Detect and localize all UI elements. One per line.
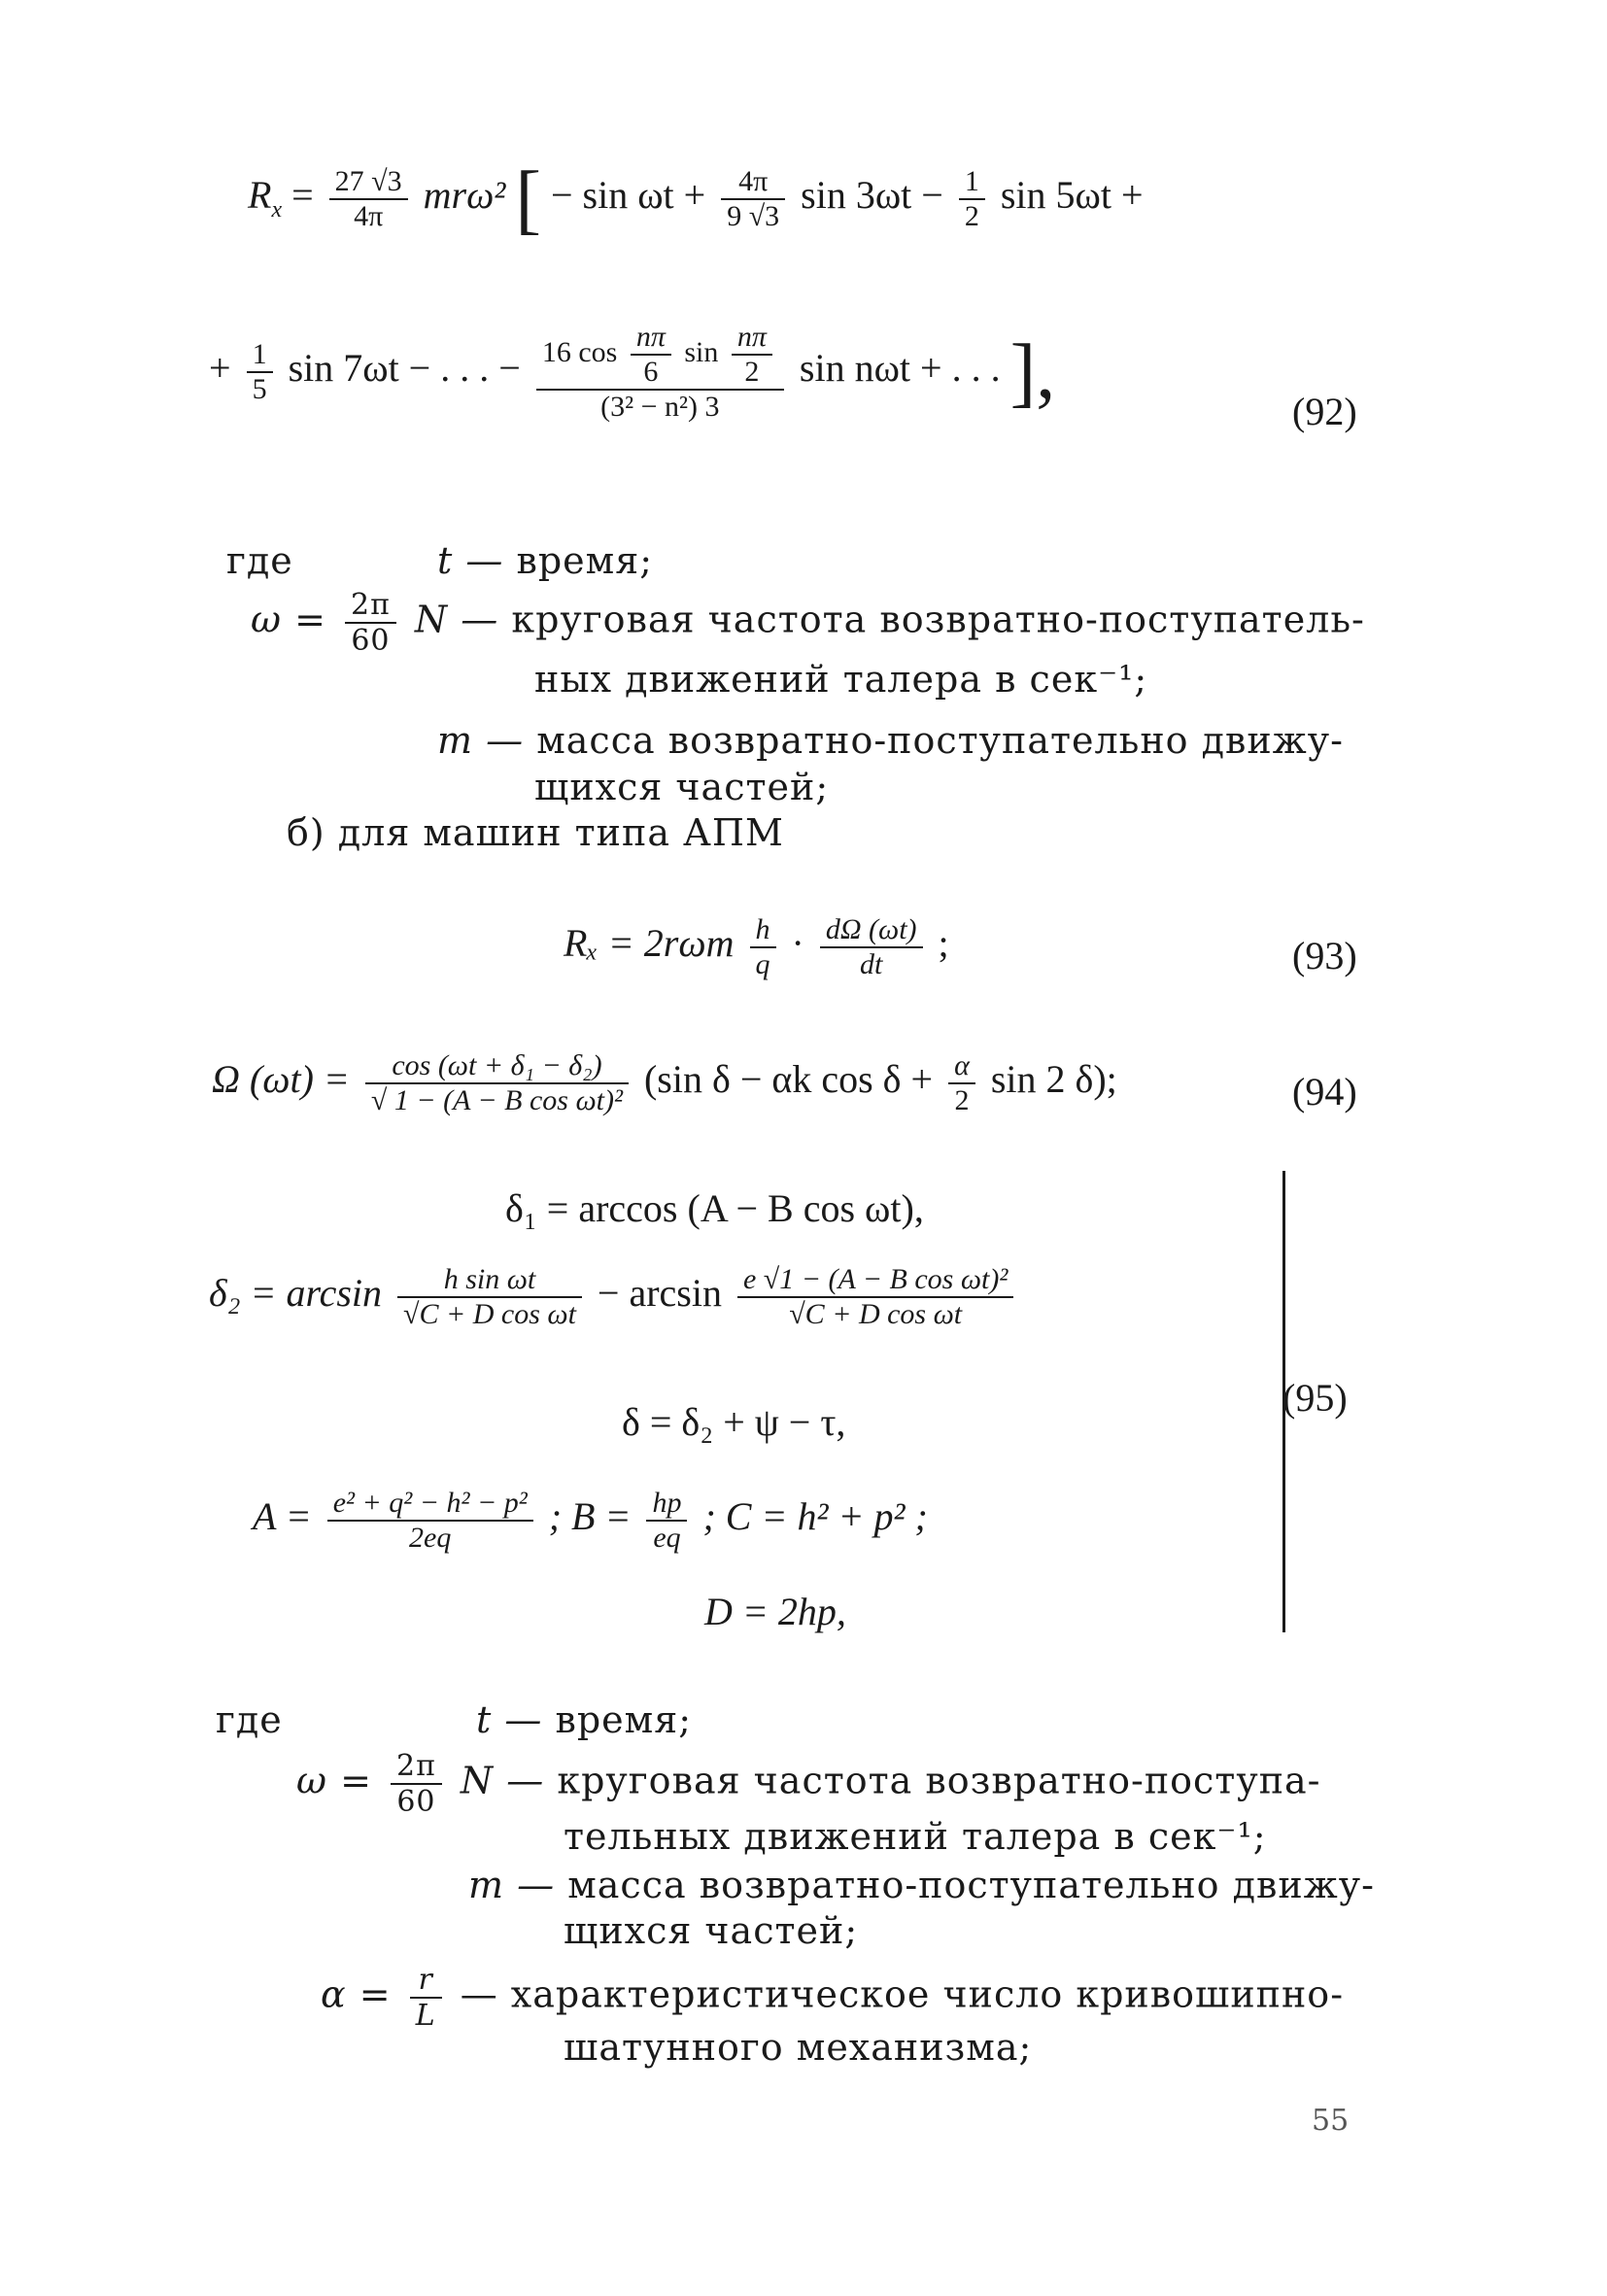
eq95-row4-b-den: eq: [646, 1520, 687, 1555]
legend2-alpha-den: L: [410, 1997, 442, 2033]
eq92-term1: − sin ωt +: [550, 173, 706, 218]
legend2-omega: [296, 1749, 1321, 1819]
eq92-number: (92): [1292, 390, 1357, 433]
eq94-frac-den: √ 1 − (A − B cos ωt)²: [365, 1082, 629, 1117]
legend1-omega: [251, 588, 1365, 658]
eq92-frac5-sin-arg-den: 2: [732, 354, 772, 389]
legend2-omega-text2: тельных движений талера в сек⁻¹;: [564, 1815, 1267, 1858]
legend2-t-symbol: t —: [476, 1698, 543, 1741]
legend2-alpha-text2: шатунного механизма;: [564, 2026, 1033, 2069]
eq93-frac2-num: dΩ (ωt): [825, 913, 917, 945]
eq92-term3: sin 5ωt +: [1000, 173, 1144, 218]
subsection-b: б) для машин типа АПМ: [287, 811, 784, 854]
eq92-coef-num: 27 √3: [334, 165, 402, 197]
eq92-line1: [248, 156, 1144, 242]
eq94-bracket: (sin δ − αk cos δ +: [643, 1057, 934, 1102]
eq95-row4-a-num: e² + q² − h² − p²: [332, 1487, 528, 1519]
legend2-omega-num: 2π: [396, 1749, 436, 1783]
eq92-coef-den: 4π: [329, 198, 408, 233]
eq92-frac5: [536, 321, 784, 424]
legend2-omega-pre: ω =: [296, 1759, 372, 1802]
eq92-frac5-num: [536, 321, 784, 389]
legend1-t-symbol: t —: [437, 539, 504, 582]
legend1-omega-pre: ω =: [251, 598, 326, 641]
eq95-row2-frac1: [397, 1263, 582, 1331]
legend2-alpha-pre: α =: [321, 1972, 392, 2016]
eq92-frac5-cos-arg: [631, 321, 671, 389]
eq95-row2-mid: − arcsin: [597, 1271, 722, 1316]
eq95-row4-c: ; C = h² + p² ;: [702, 1494, 928, 1539]
eq94-lhs: Ω (ωt) =: [212, 1057, 350, 1102]
eq95-row2-frac2-num: e √1 − (A − B cos ωt)²: [742, 1263, 1009, 1295]
eq95-row4-a-den: 2eq: [327, 1520, 533, 1555]
eq95-row5: D = 2hp,: [704, 1590, 846, 1633]
legend2-omega-den: 60: [391, 1783, 442, 1819]
eq95-row3: δ = δ₂ + ψ − τ,: [622, 1400, 846, 1444]
eq92-lhs: R: [248, 173, 272, 218]
legend1-m-text: масса возвратно-поступательно движу-: [536, 719, 1344, 762]
eq93-frac2-den: dt: [820, 946, 923, 981]
eq93-lhs: Rₓ = 2rωm: [564, 921, 735, 966]
legend2-m: [468, 1864, 1375, 1906]
legend2-alpha: [321, 1963, 1344, 2033]
legend2-alpha-post: —: [460, 1972, 498, 2016]
eq94-frac-num: cos (ωt + δ₁ − δ₂): [392, 1049, 602, 1081]
eq92-frac5-den: (3² − n²) 3: [536, 389, 784, 424]
eq93-number: (93): [1292, 934, 1357, 977]
eq92-frac3-den: 2: [959, 198, 985, 233]
eq92-frac2-num: 4π: [738, 165, 769, 197]
eq95-row2-lhs: δ₂ = arcsin: [209, 1271, 383, 1316]
eq92-factor: mrω²: [423, 173, 506, 218]
legend2-m-symbol: m —: [468, 1864, 556, 1906]
eq92-equals: =: [291, 173, 314, 218]
eq93-frac2: [820, 913, 923, 981]
eq92-frac4: [247, 338, 273, 406]
legend1-omega-den: 60: [345, 622, 396, 658]
eq92-frac5-sin: sin: [684, 335, 719, 368]
eq92-term4: sin 7ωt − . . . −: [288, 346, 521, 391]
page-number: 55: [1312, 2104, 1350, 2138]
legend1-m-text2: щихся частей;: [534, 766, 830, 808]
eq92-frac5-cos: 16 cos: [541, 335, 618, 368]
eq93-frac1: [750, 913, 776, 981]
eq95-row1: δ₁ = arccos (A − B cos ωt),: [505, 1186, 924, 1230]
legend2-omega-post: N —: [460, 1759, 545, 1802]
legend2-m-text2: щихся частей;: [564, 1909, 859, 1952]
eq92-term5: sin nωt + . . .: [799, 346, 1001, 391]
legend1-m: [437, 719, 1344, 762]
legend2-alpha-num: r: [418, 1963, 433, 1997]
legend1-t-text: время;: [516, 539, 653, 582]
eq92-line2: [209, 321, 1055, 424]
eq94: [212, 1049, 1117, 1117]
legend2-m-text: масса возвратно-поступательно движу-: [567, 1864, 1375, 1906]
legend1-t: [437, 539, 653, 582]
legend1-omega-text2: ных движений талера в сек⁻¹;: [534, 658, 1148, 701]
legend2-where: где: [216, 1698, 283, 1741]
eq95-row4-b: ; B =: [548, 1494, 632, 1539]
eq95-row4-b-num: hp: [652, 1487, 682, 1519]
eq95-row2-frac2-den: √C + D cos ωt: [737, 1296, 1013, 1331]
eq93-frac1-num: h: [755, 913, 770, 945]
legend1-omega-post: N —: [414, 598, 499, 641]
eq94-frac: [365, 1049, 629, 1117]
eq92-open-bracket: [: [515, 156, 541, 242]
eq93: [564, 913, 949, 981]
eq92-coef: [329, 165, 408, 233]
legend2-omega-frac: [391, 1749, 442, 1819]
eq94-number: (94): [1292, 1070, 1357, 1114]
eq94-half-den: 2: [948, 1082, 975, 1117]
eq92-frac5-sin-arg: [732, 321, 772, 389]
eq93-tail: ;: [938, 921, 949, 966]
legend2-alpha-text: характеристическое число кривошипно-: [510, 1972, 1345, 2016]
eq94-half-num: α: [954, 1049, 970, 1081]
eq92-line2-lead: +: [209, 346, 231, 391]
eq93-frac1-den: q: [750, 946, 776, 981]
eq94-bracket-tail: sin 2 δ);: [990, 1057, 1117, 1102]
eq92-frac4-num: 1: [252, 338, 267, 370]
eq92-close-bracket: ],: [1009, 329, 1056, 415]
eq92-frac3: [959, 165, 985, 233]
eq92-lhs-sub: x: [271, 197, 283, 223]
eq92-frac5-cos-arg-den: 6: [631, 354, 671, 389]
eq92-frac2: [721, 165, 785, 233]
legend1-where: где: [226, 539, 293, 582]
eq95-row4-b-frac: [646, 1487, 687, 1555]
eq93-dot: ·: [791, 921, 804, 966]
eq95-row2: [209, 1263, 1019, 1331]
eq95-row2-frac1-num: h sin ωt: [443, 1263, 536, 1295]
eq92-term2: sin 3ωt −: [801, 173, 943, 218]
legend1-omega-frac: [345, 588, 396, 658]
legend2-omega-text: круговая частота возвратно-поступа-: [557, 1759, 1321, 1802]
legend1-omega-text: круговая частота возвратно-поступатель-: [511, 598, 1365, 641]
eq95-row4: [253, 1487, 928, 1555]
legend2-t: [476, 1698, 692, 1741]
eq92-frac5-sin-arg-num: nπ: [736, 321, 767, 353]
eq95-row4-a: A =: [253, 1494, 312, 1539]
eq95-row2-frac2: [737, 1263, 1013, 1331]
eq92-frac2-den: 9 √3: [721, 198, 785, 233]
legend2-alpha-frac: [410, 1963, 442, 2033]
legend1-m-symbol: m —: [437, 719, 525, 762]
eq92-frac5-cos-arg-num: nπ: [635, 321, 666, 353]
eq95-number: (95): [1282, 1376, 1348, 1420]
eq92-frac3-num: 1: [964, 165, 979, 197]
eq92-frac4-den: 5: [247, 371, 273, 406]
eq95-row2-frac1-den: √C + D cos ωt: [397, 1296, 582, 1331]
eq94-half: [948, 1049, 975, 1117]
legend1-omega-num: 2π: [351, 588, 391, 622]
legend2-t-text: время;: [555, 1698, 692, 1741]
eq95-row4-a-frac: [327, 1487, 533, 1555]
